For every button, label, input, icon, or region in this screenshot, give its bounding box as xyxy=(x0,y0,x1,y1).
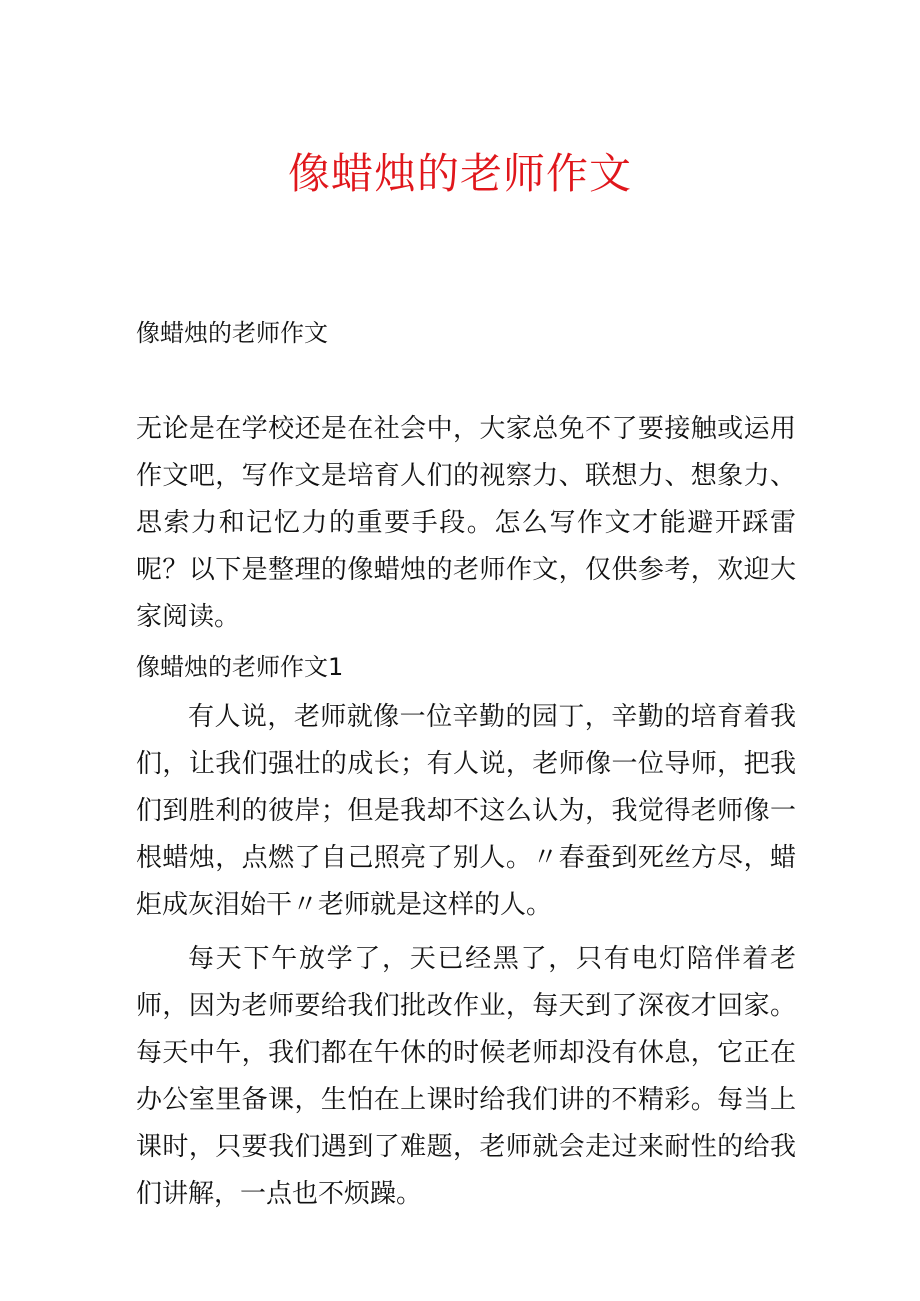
intro-paragraph: 无论是在学校还是在社会中，大家总免不了要接触或运用作文吧，写作文是培育人们的视察力、联想力、想象力、思索力和记忆力的重要手段。怎么写作文才能避开踩雷呢？以下是整理的像蜡烛的老师作文，仅供参考，欢迎大家阅读。 xyxy=(136,414,796,632)
document-subtitle: 像蜡烛的老师作文 xyxy=(136,319,328,347)
document-title: 像蜡烛的老师作文 xyxy=(287,149,632,198)
body-paragraph-1: 有人说，老师就像一位辛勤的园丁，辛勤的培育着我们，让我们强壮的成长；有人说，老师像一位导师，把我们到胜利的彼岸；但是我却不这么认为，我觉得老师像一根蜡烛，点燃了自己照亮了别人。〃春蚕到死丝方尽，蜡炬成灰泪始干〃老师就是这样的人。 xyxy=(136,702,796,920)
body-paragraph-2: 每天下午放学了，天已经黑了，只有电灯陪伴着老师，因为老师要给我们批改作业，每天到了深夜才回家。每天中午，我们都在午休的时候老师却没有休息，它正在办公室里备课，生怕在上课时给我们讲的不精彩。每当上课时，只要我们遇到了难题，老师就会走过来耐性的给我们讲解，一点也不烦躁。 xyxy=(136,944,796,1209)
section-heading: 像蜡烛的老师作文1 xyxy=(136,653,344,681)
